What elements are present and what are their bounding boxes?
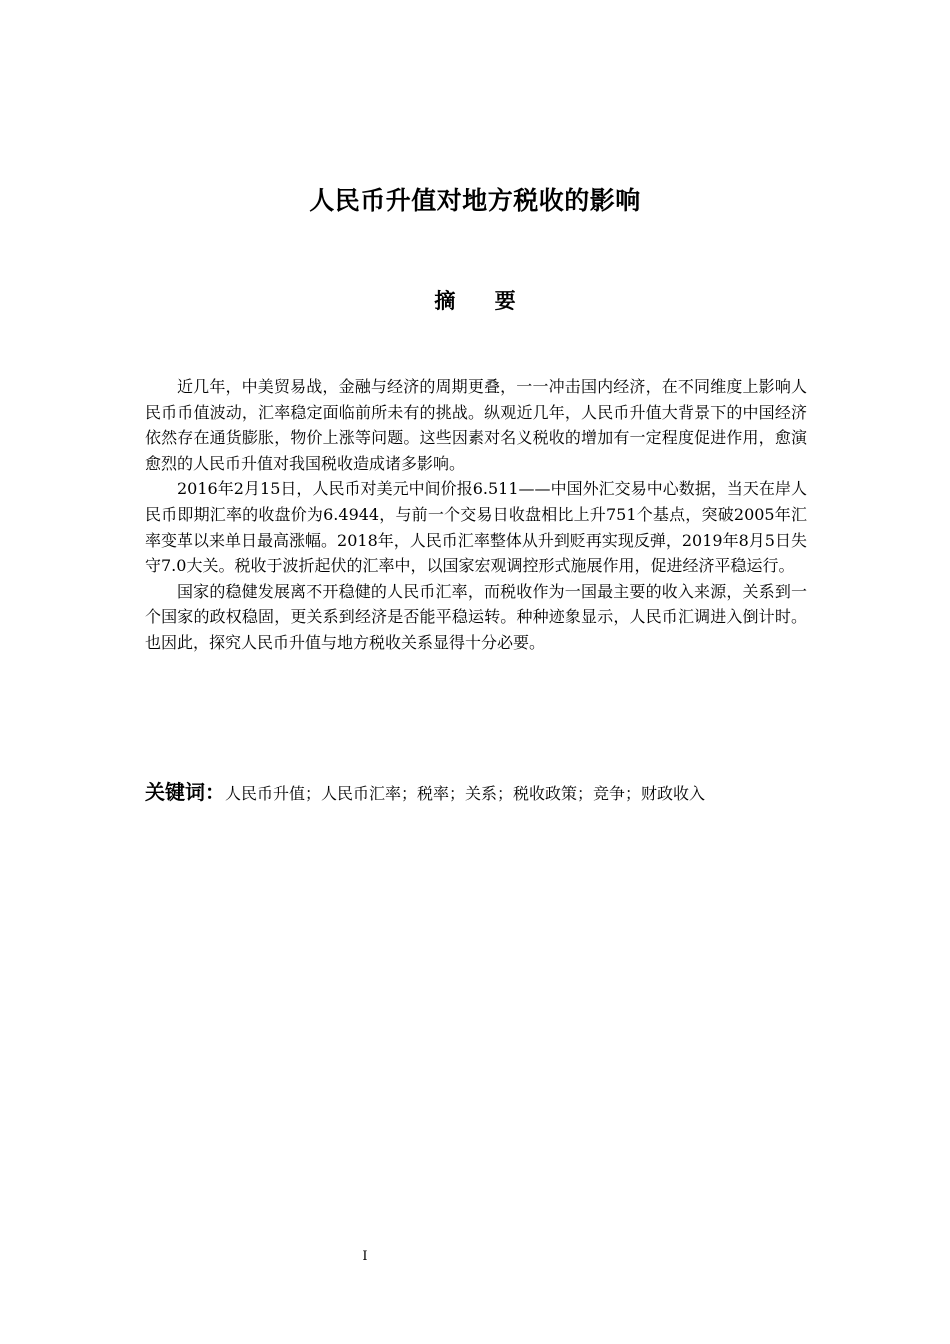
page-title: 人民币升值对地方税收的影响 <box>309 186 641 215</box>
abstract-body <box>145 374 807 656</box>
abstract-paragraph: 国家的稳健发展离不开稳健的人民币汇率，而税收作为一国最主要的收入来源，关系到一个国家的政权稳固，更关系到经济是否能平稳运转。种种迹象显示，人民币汇调进入倒计时。也因此，探究人民币升值与地方税收关系显得十分必要。 <box>145 581 807 652</box>
keywords-label: 关键词： <box>145 780 225 804</box>
page-number: I <box>362 1249 368 1264</box>
abstract-paragraph: 2016年2月15日，人民币对美元中间价报6.511——中国外汇交易中心数据，当天在岸人民币即期汇率的收盘价为6.4944，与前一个交易日收盘相比上升751个基点，突破2005年汇率变革以来单日最高涨幅。2018年，人民币汇率整体从升到贬再实现反弹，2019年8月5日失守7.0大关。税收于波折起伏的汇率中，以国家宏观调控形式施展作用，促进经济平稳运行。 <box>145 479 807 576</box>
keywords-section <box>145 768 807 818</box>
abstract-paragraph: 近几年，中美贸易战，金融与经济的周期更叠，一一冲击国内经济，在不同维度上影响人民币币值波动，汇率稳定面临前所未有的挑战。纵观近几年，人民币升值大背景下的中国经济依然存在通货膨胀，物价上涨等问题。这些因素对名义税收的增加有一定程度促进作用，愈演愈烈的人民币升值对我国税收造成诸多影响。 <box>145 377 807 473</box>
keywords-list: 人民币升值；人民币汇率；税率；关系；税收政策；竞争；财政收入 <box>225 784 706 803</box>
abstract-heading: 摘 要 <box>434 289 532 313</box>
